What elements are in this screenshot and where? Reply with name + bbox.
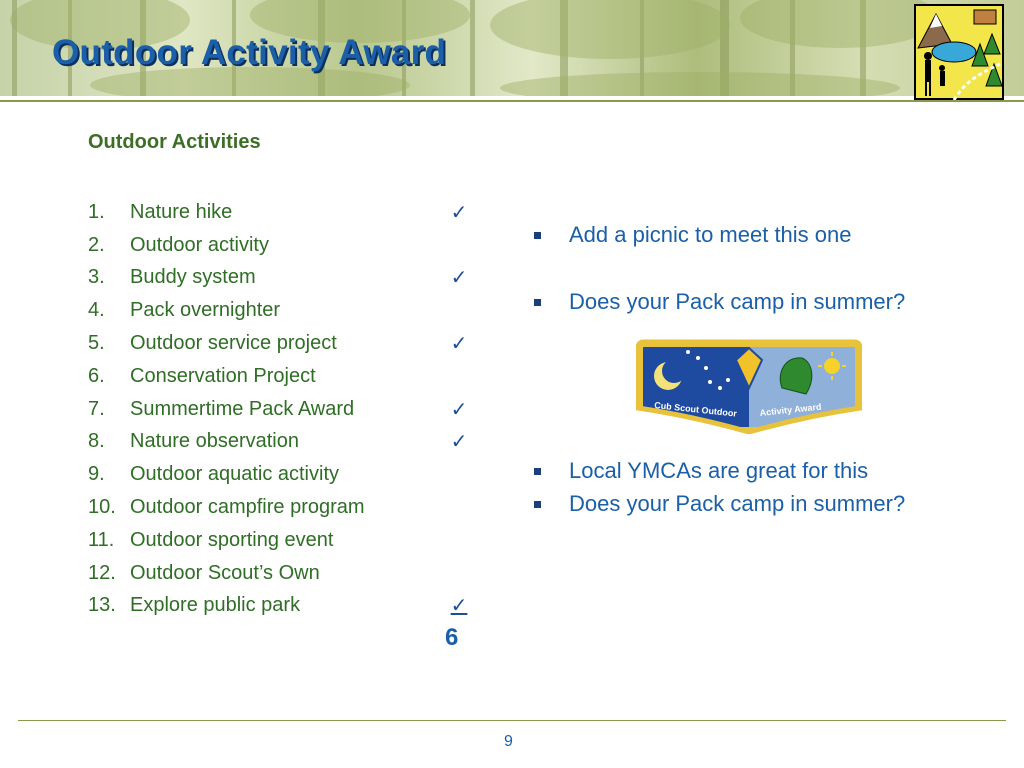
checkmark-text: ✓	[450, 595, 468, 618]
checkmark-column	[444, 196, 474, 622]
list-item	[88, 524, 365, 557]
item-label: Outdoor sporting event	[130, 528, 334, 551]
item-number: 10.	[88, 496, 116, 519]
checkmark-icon: ✓	[450, 201, 468, 224]
checkmark-icon	[444, 229, 474, 262]
footer-divider	[18, 720, 1006, 721]
item-label: Outdoor Scout’s Own	[130, 561, 320, 584]
item-number: 3.	[88, 266, 105, 289]
item-number: 7.	[88, 397, 105, 420]
bullet-text: Add a picnic to meet this one	[569, 222, 852, 247]
item-number: 6.	[88, 364, 105, 387]
item-number: 1.	[88, 200, 105, 223]
list-item	[88, 393, 365, 426]
checkmark-icon	[444, 491, 474, 524]
header-divider	[0, 100, 1024, 102]
item-label: Explore public park	[130, 594, 301, 617]
list-item	[88, 426, 365, 459]
list-item	[88, 294, 365, 327]
item-number: 4.	[88, 299, 105, 322]
checkmark-icon	[444, 294, 474, 327]
item-number: 2.	[88, 233, 105, 256]
item-label: Outdoor service project	[130, 332, 337, 355]
bullet-text: Does your Pack camp in summer?	[569, 491, 906, 516]
bullet-text: Local YMCAs are great for this	[569, 458, 869, 483]
list-item	[88, 590, 365, 623]
list-item	[88, 327, 365, 360]
checkmark-icon: ✓	[450, 431, 468, 454]
checkmark-icon	[444, 557, 474, 590]
item-number: 9.	[88, 463, 105, 486]
square-bullet-icon	[534, 468, 541, 475]
item-number: 5.	[88, 332, 105, 355]
patch-right-text: Activity Award	[759, 401, 822, 418]
checkmark-icon: ✓	[450, 267, 468, 290]
list-item	[88, 458, 365, 491]
bullet-item	[534, 458, 868, 484]
item-number: 11.	[88, 528, 115, 551]
item-number: 13.	[88, 594, 116, 617]
checkmark-total: 6	[445, 624, 459, 651]
square-bullet-icon	[534, 501, 541, 508]
page-title: Outdoor Activity Award	[52, 33, 447, 72]
item-label: Outdoor aquatic activity	[130, 463, 339, 486]
bullet-text: Does your Pack camp in summer?	[569, 289, 906, 314]
bullet-item	[534, 491, 905, 517]
item-label: Pack overnighter	[130, 299, 281, 322]
item-label: Summertime Pack Award	[130, 397, 355, 420]
square-bullet-icon	[534, 299, 541, 306]
page-number: 9	[504, 733, 513, 750]
list-item	[88, 360, 365, 393]
checkmark-icon	[444, 524, 474, 557]
checkmark-icon-underlined	[444, 590, 474, 623]
award-patch-image	[636, 338, 862, 434]
item-number: 8.	[88, 430, 105, 453]
list-item	[88, 491, 365, 524]
list-item	[88, 229, 365, 262]
bullet-item	[534, 289, 905, 315]
checkmark-icon: ✓	[450, 333, 468, 356]
list-item	[88, 262, 365, 295]
item-label: Outdoor campfire program	[130, 496, 365, 519]
section-title: Outdoor Activities	[88, 131, 261, 153]
patch-left-text: Cub Scout Outdoor	[653, 400, 738, 419]
header-banner	[0, 0, 1024, 96]
list-item	[88, 196, 365, 229]
item-label: Nature hike	[130, 200, 233, 223]
activity-list	[88, 196, 365, 622]
item-label: Nature observation	[130, 430, 299, 453]
checkmark-icon	[444, 458, 474, 491]
item-number: 12.	[88, 561, 116, 584]
checkmark-icon: ✓	[450, 398, 468, 421]
bullet-item	[534, 222, 852, 248]
square-bullet-icon	[534, 232, 541, 239]
item-label: Conservation Project	[130, 364, 316, 387]
outdoor-award-logo	[914, 4, 1004, 100]
item-label: Outdoor activity	[130, 233, 269, 256]
item-label: Buddy system	[130, 266, 256, 289]
list-item	[88, 557, 365, 590]
checkmark-icon	[444, 360, 474, 393]
